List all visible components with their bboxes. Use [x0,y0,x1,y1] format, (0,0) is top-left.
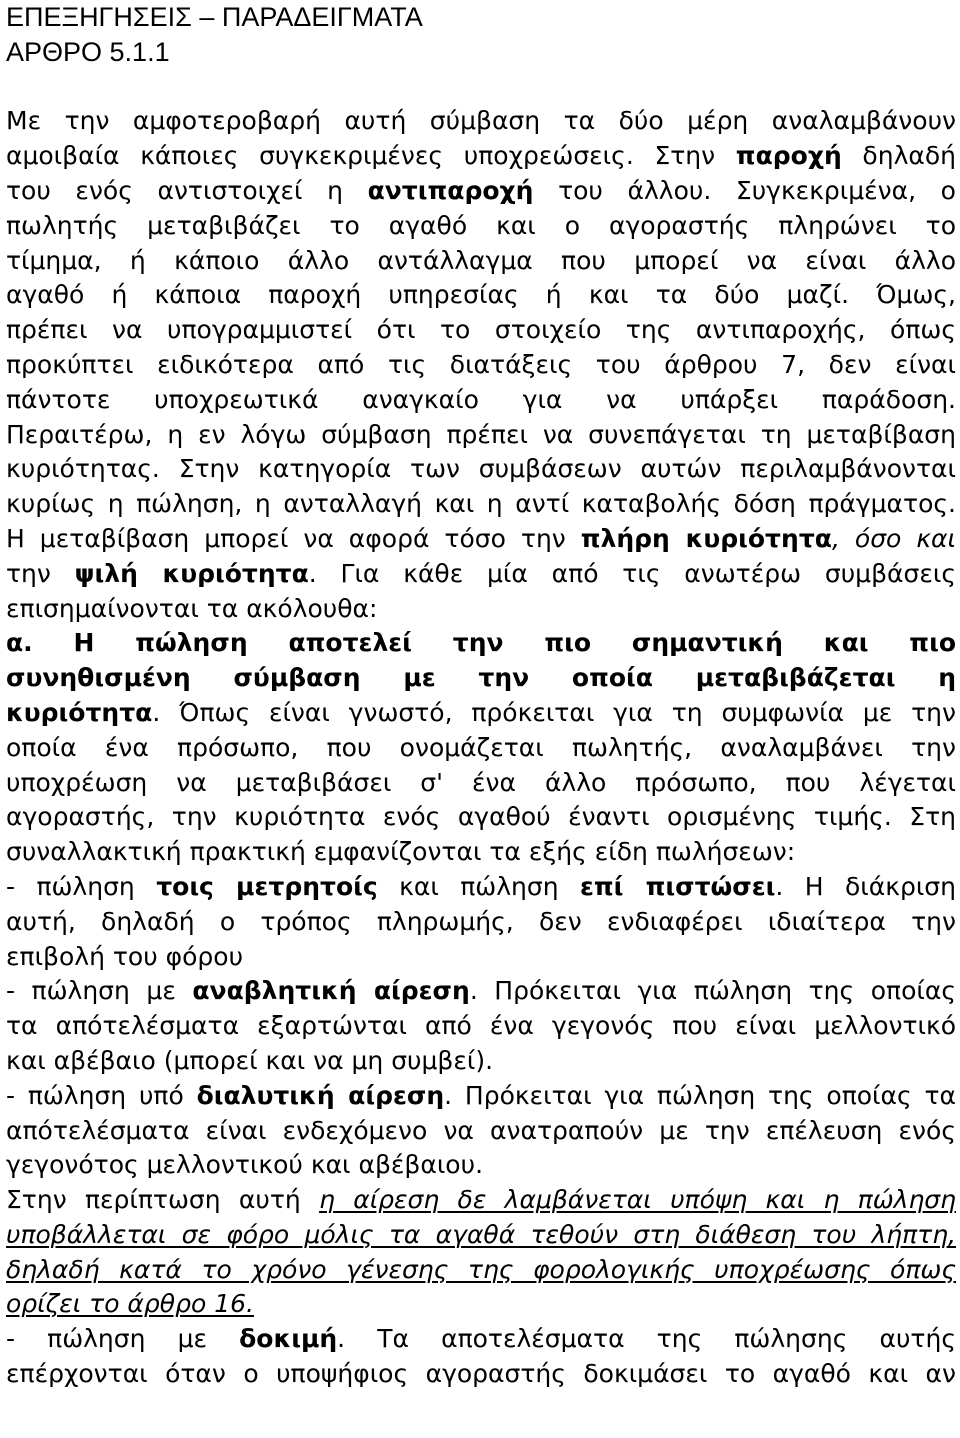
text-segment: Με την αμφοτεροβαρή αυτή σύμβαση τα δύο μέρη αναλαμβάνουν [6,106,956,136]
document-line [6,1183,956,1218]
text-segment: και πώληση [377,871,580,901]
document-line [6,1079,956,1114]
text-segment: αντιπαροχή [367,175,534,205]
document-line [6,1253,956,1288]
text-segment: παροχή [735,141,842,171]
text-segment: επισημαίνονται τα ακόλουθα: [6,593,378,623]
document-line [6,348,956,383]
text-segment: επιβολή του φόρου [6,941,244,971]
text-segment: επί πιστώσει [579,871,776,901]
document-line [6,209,956,244]
document-heading-line-1: ΕΠΕΞΗΓΗΣΕΙΣ – ΠΑΡΑΔΕΙΓΜΑΤΑ [6,2,423,32]
document-line [6,626,956,661]
document-line [6,1114,956,1149]
text-segment: κυριότητας. Στην κατηγορία των συμβάσεων αυτών περιλαμβάνονται [6,454,956,484]
document-line [6,313,956,348]
text-segment: ψιλή κυριότητα [74,558,309,588]
text-segment: . Πρόκειται για πώληση της οποίας [469,976,956,1006]
text-segment: ορίζει το άρθρο 16. [6,1289,254,1319]
text-segment: κυριότητα [6,697,153,727]
text-segment: α. Η πώληση αποτελεί την πιο σημαντική και πιο [6,628,956,658]
text-segment: Στην περίπτωση αυτή [6,1185,320,1215]
text-segment: αναβλητική αίρεση [192,976,470,1006]
document-line [6,557,956,592]
document-line [6,731,956,766]
text-segment: . Για κάθε μία από τις ανωτέρω συμβάσεις [308,558,956,588]
document-line [6,940,956,975]
text-segment: πωλητής μεταβιβάζει το αγαθό και ο αγοραστής πληρώνει το [6,210,956,240]
document-line [6,1322,956,1357]
document-line [6,1044,956,1079]
document-line [6,800,956,835]
text-segment: - πώληση με [6,976,193,1006]
document-line [6,905,956,940]
text-segment: αμοιβαία κάποιες συγκεκριμένες υποχρεώσεις. Στην [6,141,736,171]
document-line [6,974,956,1009]
text-segment: οποία ένα πρόσωπο, που ονομάζεται πωλητής, αναλαμβάνει την [6,732,956,762]
document-line [6,418,956,453]
document-line [6,661,956,696]
document-line [6,766,956,801]
text-segment: και αβέβαιο (μπορεί και να μη συμβεί). [6,1045,494,1075]
text-segment: υποβάλλεται σε φόρο μόλις τα αγαθά τεθούν στη διάθεση του λήπτη, [6,1219,956,1249]
document-line [6,1218,956,1253]
document-line [6,244,956,279]
document-line [6,870,956,905]
text-segment: προκύπτει ειδικότερα από τις διατάξεις του άρθρου 7, δεν είναι [6,349,956,379]
document-line [6,278,956,313]
text-segment: αγαθό ή κάποια παροχή υπηρεσίας ή και τα δύο μαζί. Όμως, [6,280,956,310]
text-segment: δοκιμή [239,1324,338,1354]
document-line [6,1287,956,1322]
document-line [6,487,956,522]
text-segment: τα απότελέσματα εξαρτώνται από ένα γεγονός που είναι μελλοντικό [6,1011,956,1041]
document-line [6,104,956,139]
text-segment: δηλαδή [841,141,956,171]
text-segment: αυτή, δηλαδή ο τρόπος πληρωμής, δεν ενδιαφέρει ιδιαίτερα την [6,906,956,936]
text-segment: πρέπει να υπογραμμιστεί ότι το στοιχείο της αντιπαροχής, όπως [6,315,956,345]
text-segment: υποχρέωση να μεταβιβάσει σ' ένα άλλο πρόσωπο, που λέγεται [6,767,956,797]
text-segment: Η μεταβίβαση μπορεί να αφορά τόσο την [6,523,581,553]
text-segment: συναλλακτική πρακτική εμφανίζονται τα εξής είδη πωλήσεων: [6,837,796,867]
document-heading-line-2: ΑΡΘΡΟ 5.1.1 [6,36,170,67]
text-segment: αγοραστής, την κυριότητα ενός αγαθού έναντι ορισμένης τιμής. Στη [6,802,956,832]
document-line [6,70,956,105]
document-line [6,592,956,627]
document-line [6,1009,956,1044]
text-segment: τοις μετρητοίς [156,871,378,901]
text-segment: απότελέσματα είναι ενδεχόμενο να ανατραπούν με την επέλευση ενός [6,1115,956,1145]
text-segment: διαλυτική αίρεση [196,1080,445,1110]
document-line [6,174,956,209]
text-segment: . Η διάκριση [775,871,956,901]
text-segment: δηλαδή κατά το χρόνο γένεσης της φορολογικής υποχρέωσης όπως [6,1254,956,1284]
text-segment: γεγονότος μελλοντικού και αβέβαιου. [6,1150,484,1180]
text-segment: - πώληση υπό [6,1080,197,1110]
document-line [6,522,956,557]
document-line [6,1357,956,1392]
text-segment: . Πρόκειται για πώληση της οποίας τα [444,1080,956,1110]
text-segment: συνηθισμένη σύμβαση με την οποία μεταβιβάζεται η [6,663,956,693]
text-segment: - πώληση με [6,1324,240,1354]
text-segment: πάντοτε υποχρεωτικά αναγκαίο για να υπάρξει παράδοση. [6,384,956,414]
text-segment: την [6,558,75,588]
text-segment: . Όπως είναι γνωστό, πρόκειται για τη συμφωνία με την [152,697,956,727]
document-line [6,1148,956,1183]
text-segment: Περαιτέρω, η εν λόγω σύμβαση πρέπει να συνεπάγεται τη μεταβίβαση [6,419,956,449]
text-segment: του ενός αντιστοιχεί η [6,175,368,205]
text-segment: - πώληση [6,871,157,901]
text-segment: τίμημα, ή κάποιο άλλο αντάλλαγμα που μπορεί να είναι άλλο [6,245,956,275]
text-segment: του άλλου. Συγκεκριμένα, ο [533,175,956,205]
text-segment: η αίρεση δε λαμβάνεται υπόψη και η πώληση [319,1185,956,1215]
document-line [6,452,956,487]
text-segment: κυρίως η πώληση, η ανταλλαγή και η αντί καταβολής δόση πράγματος. [6,489,956,519]
document-line [6,383,956,418]
text-segment: πλήρη κυριότητα [580,523,832,553]
text-segment: . Τα αποτελέσματα της πώλησης αυτής [337,1324,956,1354]
text-segment: , όσο και [831,523,956,553]
text-segment: επέρχονται όταν ο υποψήφιος αγοραστής δοκιμάσει το αγαθό και αν [6,1359,956,1389]
document-body [6,70,956,1392]
document-line [6,696,956,731]
document-line [6,139,956,174]
document-line [6,835,956,870]
